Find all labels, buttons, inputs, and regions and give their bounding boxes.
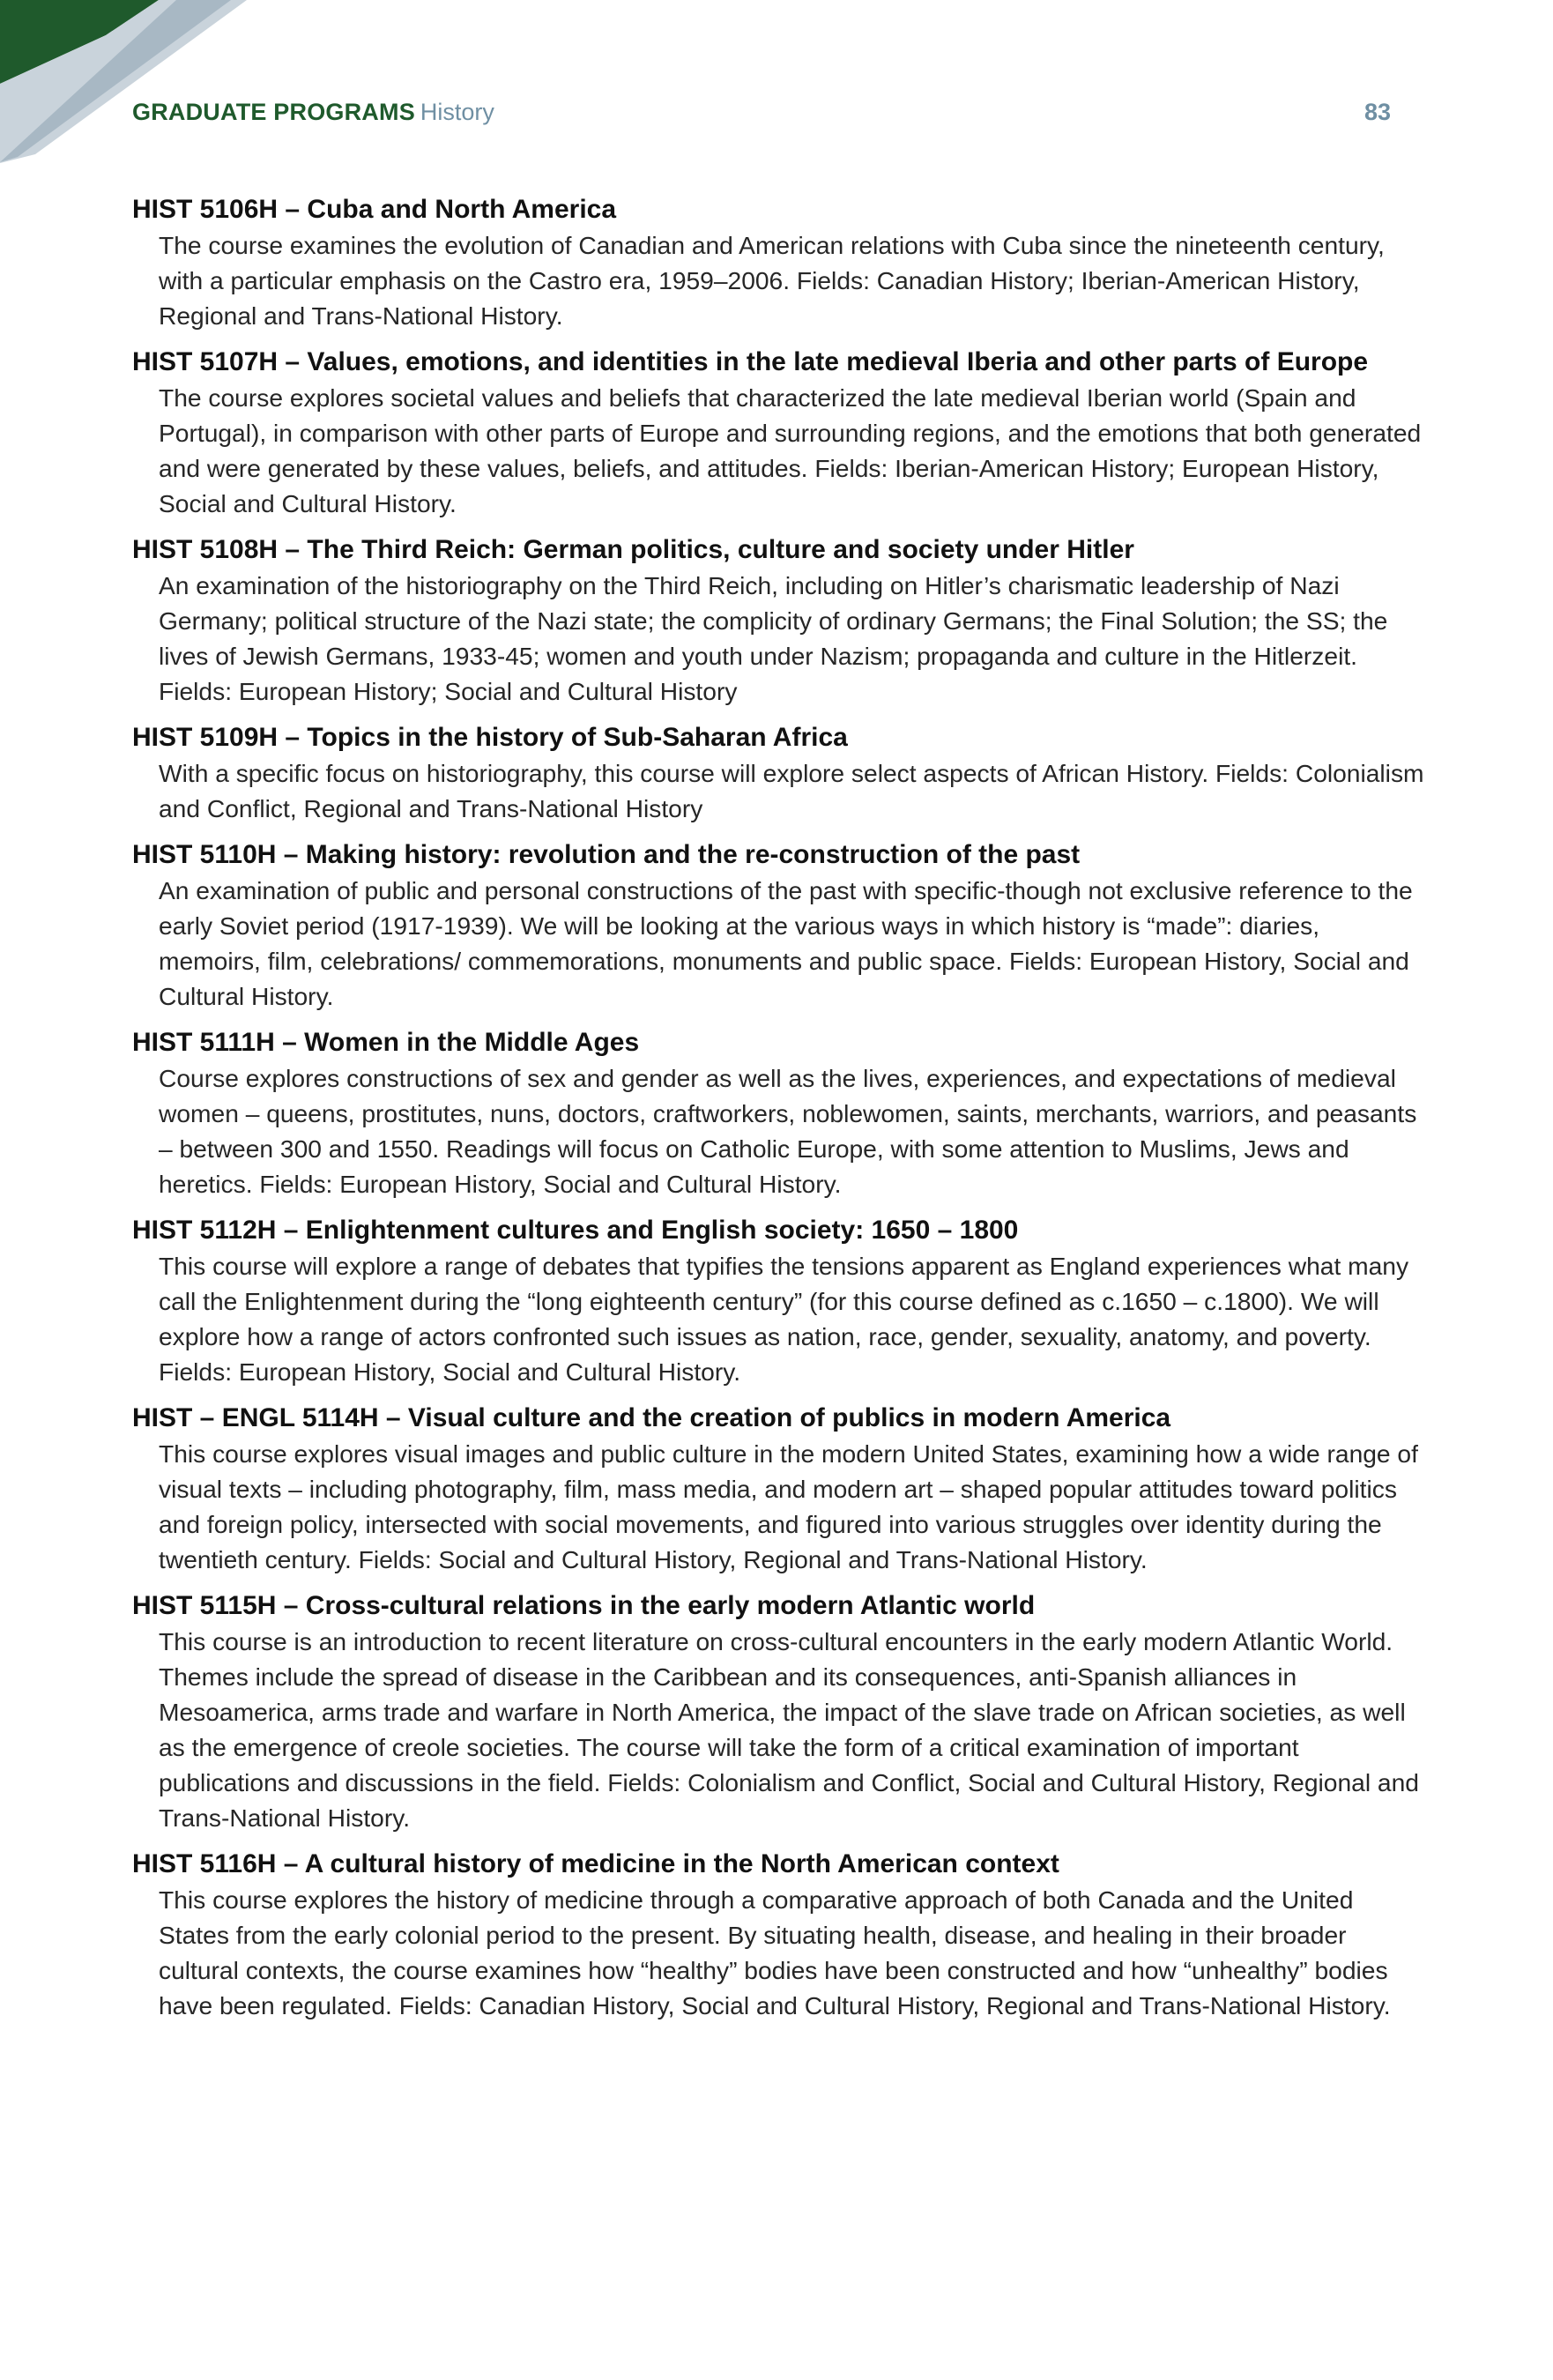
course-list (132, 192, 1428, 2034)
course-description: An examination of the historiography on the Third Reich, including on Hitler’s charismatic leadership of Nazi Germany; political structure of the Nazi state; the complicity of ordinary Germans; the Final Solution; the SS; the lives of Jewish Germans, 1933-45; women and youth under Nazism; propaganda and culture in the Hitlerzeit. Fields: European History; Social and Cultural History (159, 571, 1388, 705)
course-entry (132, 1213, 1428, 1389)
course-entry (132, 345, 1428, 521)
course-title: HIST 5108H – The Third Reich: German politics, culture and society under Hitler (132, 535, 1134, 564)
subsection-title: History (420, 99, 494, 125)
course-entry (132, 837, 1428, 1014)
corner-decoration (0, 0, 247, 167)
course-description: With a specific focus on historiography, this course will explore select aspects of African History. Fields: Colonialism and Conflict, Regional and Trans-National History (159, 759, 1424, 822)
course-description: The course examines the evolution of Canadian and American relations with Cuba since the nineteenth century, with a particular emphasis on the Castro era, 1959–2006. Fields: Canadian History; Iberian-American History, Regional and Trans-National History. (159, 231, 1385, 330)
section-title: GRADUATE PROGRAMS (132, 99, 415, 125)
course-description: An examination of public and personal constructions of the past with specific-though not exclusive reference to the early Soviet period (1917-1939). We will be looking at the various ways in which history is “made”: diaries, memoirs, film, celebrations/ commemorations, monuments and public space. Fields: European History, Social and Cultural History. (159, 876, 1413, 1010)
course-title: HIST 5106H – Cuba and North America (132, 195, 617, 224)
course-entry (132, 532, 1428, 709)
course-title: HIST 5115H – Cross-cultural relations in the early modern Atlantic world (132, 1591, 1036, 1620)
course-description: This course will explore a range of debates that typifies the tensions apparent as England experiences what many call the Enlightenment during the “long eighteenth century” (for this course defined as c.1650 – c.1800). We will explore how a range of actors confronted such issues as nation, race, gender, sexuality, anatomy, and poverty. Fields: European History, Social and Cultural History. (159, 1252, 1409, 1386)
course-description: This course is an introduction to recent literature on cross-cultural encounters in the early modern Atlantic World. Themes include the spread of disease in the Caribbean and its consequences, anti-Spanish alliances in Mesoamerica, arms trade and warfare in North America, the impact of the slave trade on African societies, as well as the emergence of creole societies. The course will take the form of a critical examination of important publications and discussions in the field. Fields: Colonialism and Conflict, Social and Cultural History, Regional and Trans-National History. (159, 1627, 1419, 1832)
course-title: HIST 5112H – Enlightenment cultures and English society: 1650 – 1800 (132, 1216, 1019, 1245)
course-description: This course explores visual images and public culture in the modern United States, examining how a wide range of visual texts – including photography, film, mass media, and modern art – shaped popular attitudes toward politics and foreign policy, intersected with social movements, and figured into various struggles over identity during the twentieth century. Fields: Social and Cultural History, Regional and Trans-National History. (159, 1439, 1418, 1573)
course-description: Course explores constructions of sex and gender as well as the lives, experiences, and expectations of medieval women – queens, prostitutes, nuns, doctors, craftworkers, noblewomen, saints, merchants, warriors, and peasants – between 300 and 1550. Readings will focus on Catholic Europe, with some attention to Muslims, Jews and heretics. Fields: European History, Social and Cultural History. (159, 1064, 1417, 1198)
course-description: The course explores societal values and beliefs that characterized the late medieval Iberian world (Spain and Portugal), in comparison with other parts of Europe and surrounding regions, and the emotions that both generated and were generated by these values, beliefs, and attitudes. Fields: Iberian-American History; European History, Social and Cultural History. (159, 383, 1422, 517)
course-entry (132, 1588, 1428, 1835)
course-title: HIST 5116H – A cultural history of medicine in the North American context (132, 1849, 1059, 1878)
course-entry (132, 720, 1428, 826)
page-number: 83 (1364, 99, 1391, 125)
course-title: HIST 5110H – Making history: revolution and the re-construction of the past (132, 840, 1081, 869)
course-title: HIST 5111H – Women in the Middle Ages (132, 1028, 640, 1057)
page-header (132, 99, 1391, 134)
course-title: HIST – ENGL 5114H – Visual culture and the creation of publics in modern America (132, 1403, 1171, 1432)
course-description: This course explores the history of medicine through a comparative approach of both Canada and the United States from the early colonial period to the present. By situating health, disease, and healing in their broader cultural contexts, the course examines how “healthy” bodies have been constructed and how “unhealthy” bodies have been regulated. Fields: Canadian History, Social and Cultural History, Regional and Trans-National History. (159, 1885, 1391, 2019)
course-entry (132, 1025, 1428, 1201)
course-entry (132, 1847, 1428, 2023)
course-entry (132, 1401, 1428, 1577)
course-entry (132, 192, 1428, 333)
course-title: HIST 5107H – Values, emotions, and identities in the late medieval Iberia and other parts of Europe (132, 347, 1369, 376)
course-title: HIST 5109H – Topics in the history of Sub-Saharan Africa (132, 723, 848, 752)
